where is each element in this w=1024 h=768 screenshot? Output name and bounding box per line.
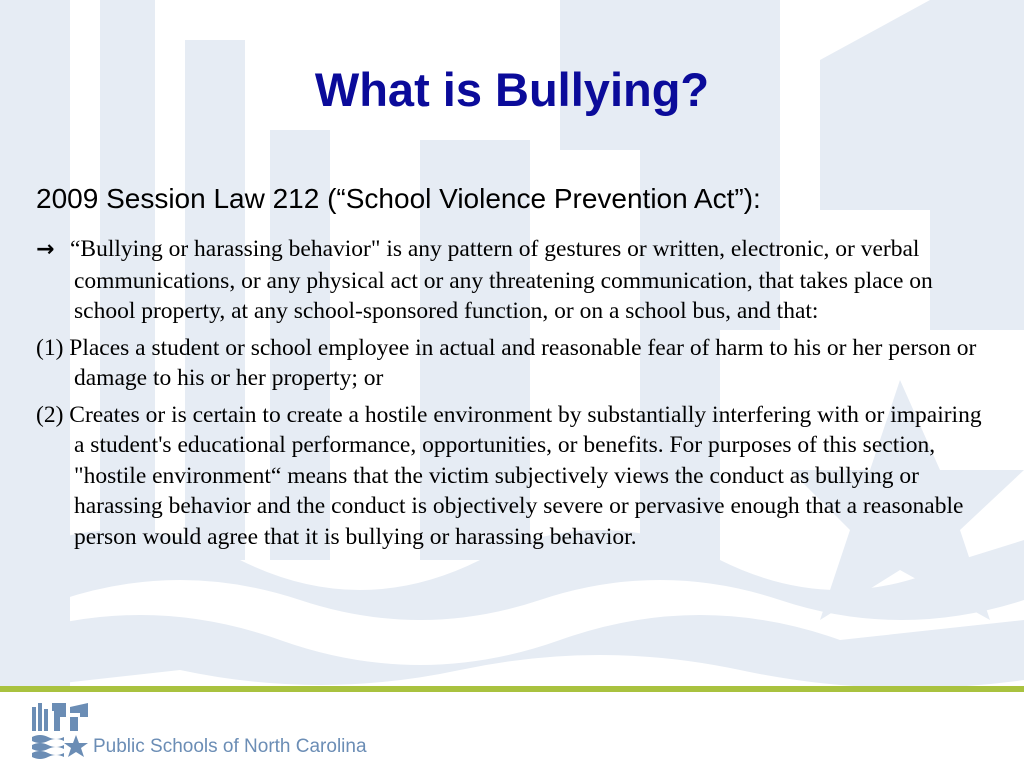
definition-text: “Bullying or harassing behavior" is any pattern of gestures or written, electronic, or verbal communications, or any physical act or any threatening communication, that takes place on school property, at any school-sponsored function, or on a school bus, and that:	[70, 236, 933, 324]
definition-paragraph	[36, 234, 986, 327]
law-subtitle: 2009 Session Law 212 (“School Violence Prevention Act”):	[36, 183, 761, 214]
footer-organization-name: Public Schools of North Carolina	[93, 736, 367, 757]
criterion-2-paragraph: (2) Creates or is certain to create a hostile environment by substantially interfering with or impairing a student's educational performance, opportunities, or benefits. For purposes of this section, "hostile environment“ means that the victim subjectively views the conduct as bullying or harassing behavior and the conduct is objectively severe or pervasive enough that a reasonable person would agree that it is bullying or harassing behavior.	[36, 401, 982, 550]
nc-public-schools-logo-icon	[32, 703, 88, 761]
criterion-1-paragraph: (1) Places a student or school employee in actual and reasonable fear of harm to his or her person or damage to his or her property; or	[36, 334, 977, 391]
slide-title: What is Bullying?	[314, 63, 710, 116]
definition-body	[36, 234, 986, 558]
footer-accent-rule	[0, 686, 1024, 692]
right-arrow-icon: →	[36, 237, 55, 262]
